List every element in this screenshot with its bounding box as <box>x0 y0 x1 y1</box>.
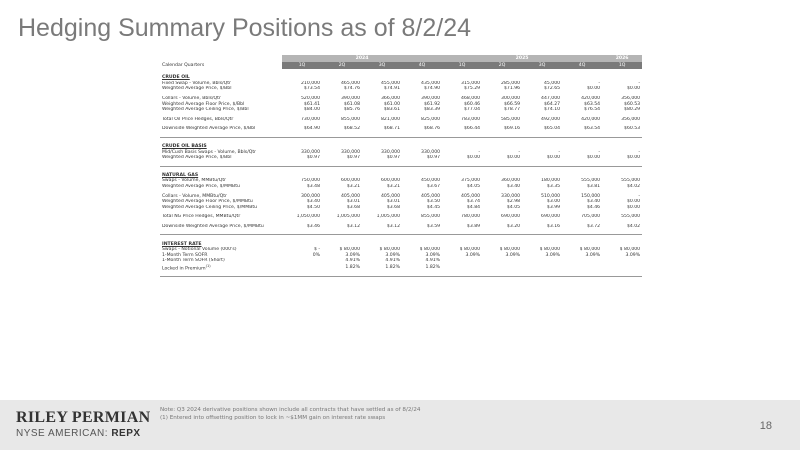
table-cell: 750,000 <box>301 178 320 184</box>
table-cell: $4.45 <box>426 204 441 210</box>
table-cell: 150,000 <box>581 193 601 199</box>
table-cell: $78.77 <box>503 107 521 113</box>
row-label-text: Weighted Average Floor Price, $/Bbl <box>162 101 245 107</box>
table-cell: 855,000 <box>421 214 441 220</box>
table-cell: 585,000 <box>501 116 521 122</box>
table-cell: $3.68 <box>346 204 360 210</box>
table-cell: 390,000 <box>341 96 360 102</box>
table-cell: $0.97 <box>346 155 360 161</box>
row-label-text: Weighted Average Price, $/Bbl <box>162 155 232 161</box>
table-cell: $3.40 <box>506 184 521 190</box>
table-cell: $60.46 <box>463 101 481 107</box>
row-label-text: Weighted Average Price, $/MMBtu <box>162 184 240 190</box>
table-cell: $4.02 <box>626 223 641 229</box>
table-cell: 555,000 <box>621 214 641 220</box>
table-cell: 330,000 <box>341 149 360 155</box>
table-cell: 405,000 <box>461 193 481 199</box>
table-cell: 468,000 <box>461 96 481 102</box>
table-cell: $0.00 <box>546 155 561 161</box>
table-cell: 420,000 <box>581 116 601 122</box>
table-cell: 3.09% <box>585 252 601 258</box>
hedging-table-container <box>160 55 642 277</box>
table-cell: $74.10 <box>543 107 561 113</box>
row-label-text: Swaps - Volume, MMBtu/Qtr <box>162 178 227 184</box>
table-cell: $ 80,000 <box>499 247 521 253</box>
footnotes <box>160 406 420 422</box>
table-cell: 420,000 <box>581 96 601 102</box>
row-label-text: Weighted Average Ceiling Price, $/MMBtu <box>162 204 258 210</box>
row-label-text: Mid/Cush Basis Swaps - Volume, Bbls/Qtr <box>162 149 257 155</box>
table-cell: 356,000 <box>621 96 641 102</box>
table-cell: 4.91% <box>345 258 360 264</box>
table-cell: 492,000 <box>541 116 561 122</box>
row-label-text: Weighted Average Price, $/Bbl <box>162 86 232 92</box>
table-cell: - <box>638 193 641 199</box>
section-heading-row <box>160 239 642 247</box>
table-cell: 285,000 <box>501 80 521 86</box>
table-cell: $4.50 <box>306 204 320 210</box>
table-cell: - <box>558 149 561 155</box>
section-heading: CRUDE OIL BASIS <box>162 144 207 150</box>
table-cell: 315,000 <box>461 80 481 86</box>
table-cell: 210,000 <box>301 80 320 86</box>
company-logo: RILEY PERMIAN <box>16 409 151 426</box>
table-cell: $3.40 <box>586 199 601 205</box>
quarter-header: 2Q <box>322 62 362 69</box>
table-cell: $85.76 <box>343 107 360 113</box>
divider-row <box>160 271 642 277</box>
section-heading: INTEREST RATE <box>162 241 202 247</box>
section-heading-row <box>160 171 642 179</box>
row-label-text: Downside Weighted Average Price, $/Bbl <box>162 126 256 132</box>
table-cell: $3.81 <box>586 184 601 190</box>
table-cell: 1.82% <box>345 264 360 270</box>
table-cell: $0.00 <box>626 86 641 92</box>
table-cell: $73.54 <box>303 86 320 92</box>
row-label-text: Downside Weighted Average Price, $/MMBtu <box>162 223 264 229</box>
quarter-header: 1Q <box>442 62 482 69</box>
table-cell: $0.97 <box>386 155 400 161</box>
table-cell: $ 80,000 <box>339 247 360 253</box>
table-cell: 555,000 <box>621 178 641 184</box>
table-cell: $84.00 <box>303 107 320 113</box>
table-cell: $3.21 <box>346 184 360 190</box>
table-cell: 825,000 <box>421 116 441 122</box>
year-2024-header: 2024 <box>282 55 442 62</box>
table-cell: $61.00 <box>383 101 400 107</box>
table-cell: 366,000 <box>381 96 400 102</box>
table-cell: $4.02 <box>626 184 641 190</box>
table-cell: - <box>638 149 641 155</box>
year-2025-header: 2025 <box>442 55 602 62</box>
table-cell: 405,000 <box>341 193 360 199</box>
table-cell: $0.00 <box>626 204 641 210</box>
quarter-header: 3Q <box>522 62 562 69</box>
table-cell: $ 80,000 <box>539 247 561 253</box>
table-cell: 375,000 <box>461 178 481 184</box>
table-cell: $3.46 <box>306 223 320 229</box>
quarter-header-row <box>160 62 642 69</box>
table-cell: $3.59 <box>426 223 441 229</box>
table-cell: - <box>518 149 521 155</box>
table-cell: - <box>638 80 641 86</box>
table-cell: $61.92 <box>423 101 441 107</box>
table-cell: $68.76 <box>423 126 441 132</box>
table-cell: $3.16 <box>546 223 561 229</box>
table-cell: $65.04 <box>543 126 561 132</box>
table-cell: 3.09% <box>345 252 360 258</box>
footnote-marker: (1) <box>205 263 211 268</box>
table-cell: $ 80,000 <box>579 247 601 253</box>
table-cell: $72.65 <box>543 86 561 92</box>
table-cell: 330,000 <box>421 149 441 155</box>
quarter-header: 1Q <box>282 62 322 69</box>
table-cell <box>442 264 482 272</box>
table-cell: $3.00 <box>546 199 561 205</box>
hedging-table <box>160 55 642 277</box>
table-cell: $0.00 <box>626 155 641 161</box>
table-cell: 855,000 <box>341 116 360 122</box>
table-cell: 405,000 <box>421 193 441 199</box>
table-cell: $ 80,000 <box>419 247 441 253</box>
exchange-name: NYSE AMERICAN: <box>16 428 109 439</box>
row-label-text: 1-Month Term SOFR (Short) <box>162 258 225 264</box>
table-cell: 405,000 <box>381 193 400 199</box>
table-cell: $0.00 <box>626 199 641 205</box>
row-label-text: Collars - Volume, MMBtu/Qtr <box>162 193 227 199</box>
table-cell: $ 80,000 <box>379 247 400 253</box>
table-cell: 520,000 <box>301 96 320 102</box>
table-cell: 0% <box>312 252 320 258</box>
table-cell: $3.12 <box>346 223 360 229</box>
table-cell: $3.89 <box>466 223 481 229</box>
table-cell: $77.04 <box>463 107 481 113</box>
table-cell: $4.46 <box>586 204 601 210</box>
table-row <box>160 264 642 272</box>
table-cell: $68.71 <box>383 126 400 132</box>
table-cell: $75.29 <box>463 86 481 92</box>
table-cell <box>482 264 522 272</box>
year-2026-header: 2026 <box>602 55 642 62</box>
table-cell <box>282 264 322 272</box>
divider-cell <box>160 271 642 277</box>
table-cell: $71.96 <box>503 86 521 92</box>
table-cell: 690,000 <box>541 214 561 220</box>
table-cell: $3.01 <box>386 199 400 205</box>
table-cell: 555,000 <box>581 178 601 184</box>
table-cell: 730,000 <box>301 116 320 122</box>
table-cell: 3.09% <box>425 252 441 258</box>
row-label-text: Total NG Price Hedges, MMBtu/Qtr <box>162 214 241 220</box>
table-cell: 3.09% <box>385 252 400 258</box>
exchange-label <box>16 428 141 439</box>
table-cell: $3.99 <box>546 204 561 210</box>
quarters-label: Calendar Quarters <box>160 62 282 69</box>
table-cell: 45,000 <box>543 80 561 86</box>
table-cell: $74.76 <box>343 86 360 92</box>
row-label-text: Fixed Swap - Volume, Bbls/Qtr <box>162 80 231 86</box>
table-cell: $63.54 <box>584 101 601 107</box>
footnote-note: Note: Q3 2024 derivative positions shown include all contracts that have settled as of 8/2/24 <box>160 407 421 413</box>
row-label <box>160 224 282 230</box>
table-cell: $80.29 <box>624 107 641 113</box>
table-cell: 1.82% <box>385 264 400 270</box>
table-cell: 1.82% <box>425 264 441 270</box>
table-cell: 180,000 <box>541 178 561 184</box>
table-cell: 3.09% <box>625 252 641 258</box>
table-cell: $4.05 <box>506 204 521 210</box>
ticker-symbol: REPX <box>111 428 141 439</box>
table-cell: 600,000 <box>381 178 400 184</box>
table-cell: $3.67 <box>426 184 441 190</box>
table-cell: 455,000 <box>381 80 400 86</box>
table-cell: 1,005,000 <box>336 214 360 220</box>
table-cell <box>562 264 602 272</box>
table-cell: 356,000 <box>621 116 641 122</box>
table-cell: 821,000 <box>381 116 400 122</box>
table-cell: 447,000 <box>541 96 561 102</box>
hedging-table-body <box>160 55 642 277</box>
row-label-text: Collars - Volume, Bbls/Qtr <box>162 96 221 102</box>
quarter-header: 1Q <box>602 62 642 69</box>
table-cell: $0.97 <box>306 155 320 161</box>
table-cell: $0.00 <box>466 155 481 161</box>
table-cell: 450,000 <box>421 178 441 184</box>
table-cell: $61.41 <box>303 101 320 107</box>
table-cell: 1,050,000 <box>296 214 320 220</box>
page-number: 18 <box>759 420 772 432</box>
table-cell: 510,000 <box>541 193 561 199</box>
table-cell: - <box>598 80 601 86</box>
section-heading-row <box>160 142 642 150</box>
table-cell: 330,000 <box>381 149 400 155</box>
year-header-row <box>160 55 642 62</box>
table-cell <box>602 264 642 272</box>
table-cell: - <box>598 149 601 155</box>
table-cell: $0.00 <box>586 86 601 92</box>
row-label-text: Locked in Premium <box>162 266 206 272</box>
row-label-text: Weighted Average Floor Price, $/MMBtu <box>162 199 253 205</box>
quarter-header: 3Q <box>362 62 402 69</box>
table-cell: 435,000 <box>421 80 441 86</box>
table-cell: $68.52 <box>343 126 360 132</box>
table-cell: $3.50 <box>426 199 441 205</box>
table-cell: $3.40 <box>306 199 320 205</box>
table-cell: $61.08 <box>343 101 360 107</box>
row-label-text: Total Oil Price Hedges, Bbls/Qtr <box>162 116 234 122</box>
table-cell: 300,000 <box>301 193 320 199</box>
section-heading: CRUDE OIL <box>162 75 190 81</box>
table-cell: $ 80,000 <box>619 247 641 253</box>
row-label-text: 1-Month Term SOFR <box>162 252 208 258</box>
table-cell: 465,000 <box>341 80 360 86</box>
table-cell: $3.21 <box>386 184 400 190</box>
table-cell: $ 80,000 <box>459 247 481 253</box>
table-cell: 705,000 <box>581 214 601 220</box>
table-cell: $83.39 <box>423 107 441 113</box>
table-cell: $4.05 <box>466 184 481 190</box>
table-cell: $0.00 <box>586 155 601 161</box>
table-cell: $3.01 <box>346 199 360 205</box>
table-cell: $63.54 <box>584 126 601 132</box>
table-cell: $3.48 <box>306 184 320 190</box>
section-heading-row <box>160 73 642 81</box>
quarter-header: 4Q <box>562 62 602 69</box>
table-cell: 3.09% <box>505 252 521 258</box>
table-cell: 360,000 <box>501 178 521 184</box>
row-label-text: Swaps - Notional Volume (000's) <box>162 247 237 253</box>
table-cell: $3.72 <box>586 223 601 229</box>
table-cell: $66.59 <box>503 101 521 107</box>
table-cell: $4.84 <box>466 204 481 210</box>
row-label-text: Weighted Average Ceiling Price, $/Bbl <box>162 107 249 113</box>
year-header-blank <box>160 55 282 62</box>
table-cell: 600,000 <box>341 178 360 184</box>
quarter-header: 4Q <box>402 62 442 69</box>
table-cell: $0.00 <box>506 155 521 161</box>
table-cell: $3.35 <box>546 184 561 190</box>
table-cell: 330,000 <box>301 149 320 155</box>
table-cell: $3.20 <box>506 223 521 229</box>
table-cell: 300,000 <box>501 96 521 102</box>
footnote-1: (1) Entered into offsetting position to lock in ~$1MM gain on interest rate swaps <box>160 415 386 421</box>
page-title: Hedging Summary Positions as of 8/2/24 <box>18 14 472 42</box>
table-cell: $3.12 <box>386 223 400 229</box>
table-cell: 3.09% <box>545 252 561 258</box>
table-cell: $83.61 <box>383 107 400 113</box>
row-label <box>160 264 282 272</box>
table-cell: $2.98 <box>506 199 521 205</box>
table-cell: - <box>478 149 481 155</box>
table-cell: $66.44 <box>463 126 481 132</box>
table-cell: $3.68 <box>386 204 400 210</box>
table-cell <box>522 264 562 272</box>
table-cell: 330,000 <box>501 193 521 199</box>
table-cell: 783,000 <box>461 116 481 122</box>
table-cell: $ - <box>313 247 320 253</box>
table-cell: $60.53 <box>624 101 641 107</box>
table-cell: $69.16 <box>503 126 521 132</box>
table-cell: 3.09% <box>465 252 481 258</box>
table-cell: $64.27 <box>543 101 561 107</box>
table-cell: $64.90 <box>303 126 320 132</box>
table-cell: 4.91% <box>425 258 441 264</box>
table-cell: 1,005,000 <box>376 214 400 220</box>
table-cell: 390,000 <box>421 96 441 102</box>
quarter-header: 2Q <box>482 62 522 69</box>
table-cell: 780,000 <box>461 214 481 220</box>
table-cell: $74.91 <box>383 86 400 92</box>
table-cell: $74.90 <box>423 86 441 92</box>
table-cell: $76.54 <box>584 107 601 113</box>
section-heading: NATURAL GAS <box>162 172 199 178</box>
table-cell: 4.91% <box>385 258 400 264</box>
table-cell: 690,000 <box>501 214 521 220</box>
table-cell: $3.74 <box>466 199 481 205</box>
table-cell: $0.97 <box>426 155 441 161</box>
table-cell: $60.53 <box>624 126 641 132</box>
